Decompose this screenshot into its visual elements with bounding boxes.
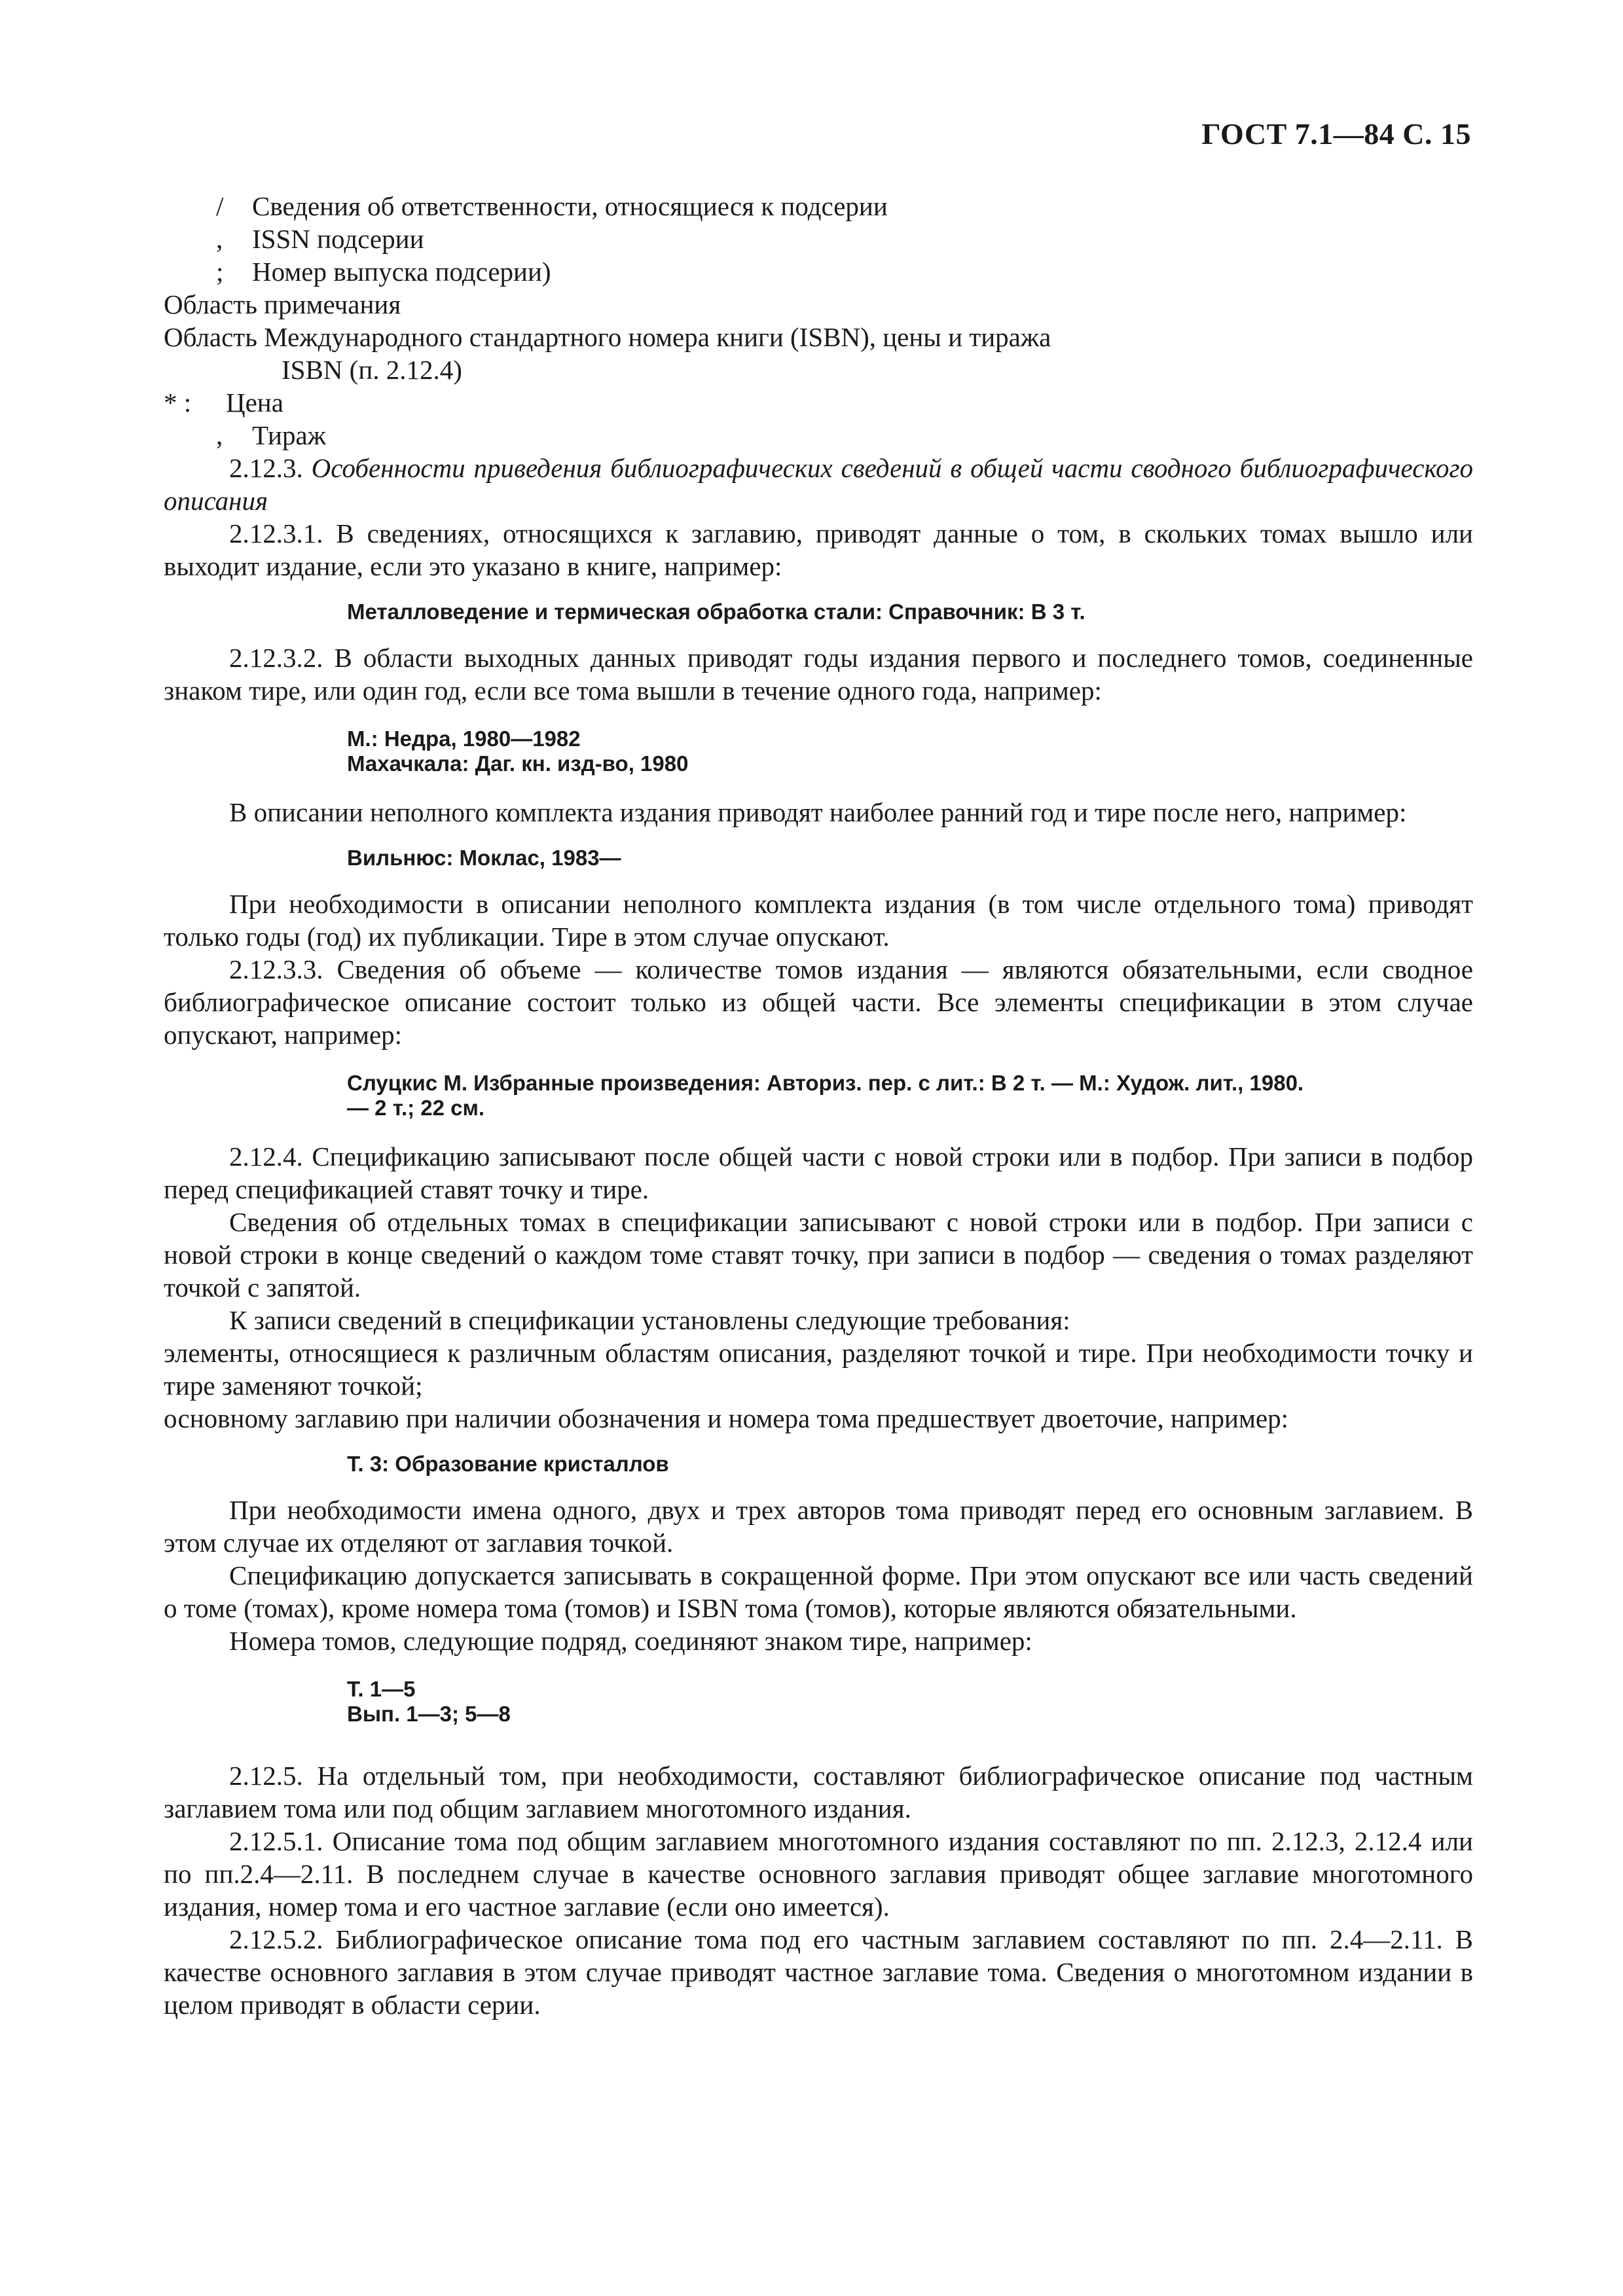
paragraph-2-12-3-1: 2.12.3.1. В сведениях, относящихся к заглавию, приводят данные о том, в скольких томах вышло или выходит издание, если это указано в книге, например: — [164, 518, 1473, 581]
example-6-line-1: Т. 1—5 — [347, 1677, 416, 1701]
schema-punct: / — [216, 191, 224, 221]
paragraph-elements: элементы, относящиеся к различным областям описания, разделяют точкой и тире. При необходимости точку и тире заменяют точкой; — [164, 1338, 1473, 1401]
section-number: 2.12.3. — [229, 453, 303, 483]
paragraph-2-12-5-1: 2.12.5.1. Описание тома под общим заглавием многотомного издания составляют по пп. 2.12.3, 2.12.4 или по пп.2.4—2.11. В последнем случае в качестве основного заглавия приводят общее заглавие многотомного издания, номер тома и его частное заглавие (если оно имеется). — [164, 1826, 1473, 1922]
paragraph-incomplete-set: В описании неполного комплекта издания приводят наиболее ранний год и тире после него, например: — [229, 797, 1407, 827]
paragraph-2-12-5-2: 2.12.5.2. Библиографическое описание тома под его частным заглавием составляют по пп. 2.4—2.11. В качестве основного заглавия в этом случае приводят частное заглавие тома. Сведения о многотомном издании в целом приводят в области серии. — [164, 1924, 1473, 2020]
paragraph-2-12-3-2: 2.12.3.2. В области выходных данных приводят годы издания первого и последнего томов, соединенные знаком тире, или один год, если все тома вышли в течение одного года, например: — [164, 643, 1473, 706]
paragraph-main-title: основному заглавию при наличии обозначения и номера тома предшествует двоеточие, например: — [164, 1403, 1289, 1433]
section-2-12-3 — [164, 452, 1473, 517]
example-4-line-1: Слуцкис М. Избранные произведения: Авториз. пер. с лит.: В 2 т. — М.: Худож. лит., 1980. — [347, 1071, 1304, 1095]
schema-text: Тираж — [252, 420, 326, 450]
isbn-ref: ISBN (п. 2.12.4) — [282, 355, 462, 385]
area-notes: Область примечания — [164, 289, 401, 319]
example-2-line-2: Махачкала: Даг. кн. изд-во, 1980 — [347, 751, 689, 776]
example-1: Металловедение и термическая обработка стали: Справочник: В 3 т. — [347, 600, 1085, 624]
paragraph-necessity: При необходимости в описании неполного комплекта издания (в том числе отдельного тома) приводят только годы (год) их публикации. Тире в этом случае опускают. — [164, 889, 1473, 952]
example-5: Т. 3: Образование кристаллов — [347, 1452, 669, 1476]
example-3: Вильнюс: Моклас, 1983— — [347, 846, 621, 870]
schema-text: Номер выпуска подсерии) — [252, 257, 551, 287]
schema-line-responsibility — [164, 190, 1473, 223]
schema-text: Цена — [226, 387, 283, 418]
schema-line-issue — [164, 255, 1473, 288]
paragraph-requirements: К записи сведений в спецификации установлены следующие требования: — [229, 1305, 1070, 1335]
example-4-line-2: — 2 т.; 22 см. — [347, 1096, 485, 1120]
schema-text: Сведения об ответственности, относящиеся к подсерии — [252, 191, 888, 221]
schema-text: ISSN подсерии — [252, 224, 424, 254]
schema-punct: ; — [216, 257, 224, 287]
paragraph-volumes: Сведения об отдельных томах в спецификации записывают с новой строки или в подбор. При записи с новой строки в конце сведений о каждом томе ставят точку, при записи в подбор — сведения о томах разделяют точкой с запятой. — [164, 1207, 1473, 1302]
schema-line-price — [164, 386, 1473, 419]
paragraph-volume-numbers: Номера томов, следующие подряд, соединяют знаком тире, например: — [229, 1626, 1032, 1656]
schema-line-issn — [164, 223, 1473, 255]
paragraph-2-12-3-3: 2.12.3.3. Сведения об объеме — количестве томов издания — являются обязательными, если сводное библиографическое описание состоит только из общей части. Все элементы спецификации в этом случае опускают, например: — [164, 954, 1473, 1050]
paragraph-2-12-5: 2.12.5. На отдельный том, при необходимости, составляют библиографическое описание под частным заглавием тома или под общим заглавием многотомного издания. — [164, 1761, 1473, 1823]
example-6-line-2: Вып. 1—3; 5—8 — [347, 1702, 511, 1726]
area-isbn: Область Международного стандартного номера книги (ISBN), цены и тиража — [164, 322, 1051, 352]
page-body — [164, 190, 1473, 2021]
paragraph-short-form: Спецификацию допускается записывать в сокращенной форме. При этом опускают все или часть сведений о томе (томах), кроме номера тома (томов) и ISBN тома (томов), которые являются обязательными. — [164, 1560, 1473, 1623]
paragraph-authors: При необходимости имена одного, двух и трех авторов тома приводят перед его основным заглавием. В этом случае их отделяют от заглавия точкой. — [164, 1495, 1473, 1558]
schema-line-tirazh — [164, 419, 1473, 452]
paragraph-2-12-4: 2.12.4. Спецификацию записывают после общей части с новой строки или в подбор. При записи в подбор перед спецификацией ставят точку и тире. — [164, 1141, 1473, 1204]
schema-punct: * : — [164, 387, 192, 418]
example-2-line-1: М.: Недра, 1980—1982 — [347, 726, 581, 751]
page-header: ГОСТ 7.1—84 С. 15 — [1201, 117, 1471, 151]
schema-punct: , — [216, 420, 223, 450]
section-title: Особенности приведения библиографических сведений в общей части сводного библиографического описания — [164, 453, 1474, 516]
schema-punct: , — [216, 224, 223, 254]
